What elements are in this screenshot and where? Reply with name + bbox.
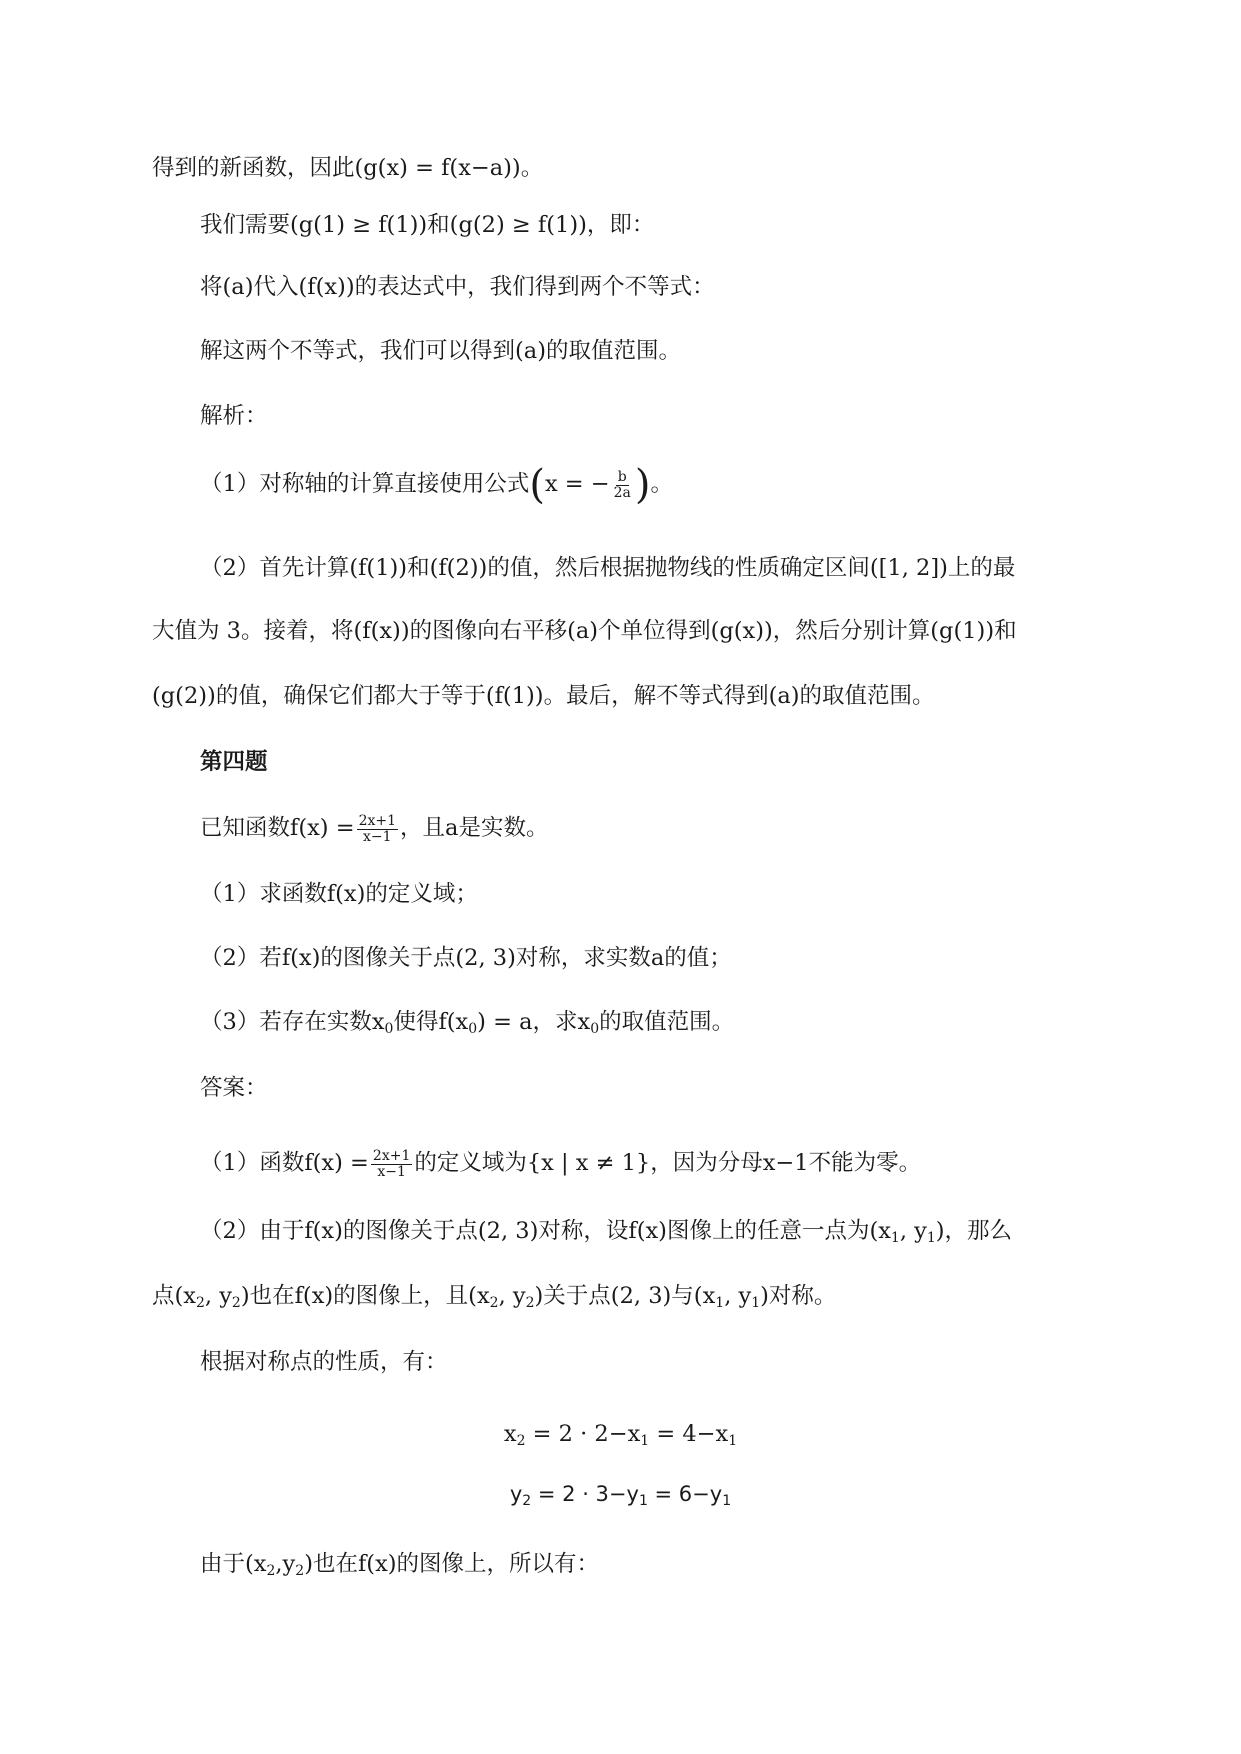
fraction xyxy=(612,470,633,501)
text: （3）若存在实数x xyxy=(200,1009,385,1035)
subscript: 1 xyxy=(751,1295,761,1311)
text: 已知函数f(x) = xyxy=(200,815,355,841)
question-line xyxy=(200,812,548,845)
math: x = − xyxy=(544,471,610,497)
text: 的定义域为{x | x ≠ 1}，因为分母x−1不能为零。 xyxy=(414,1150,922,1176)
text: （1）函数f(x) = xyxy=(200,1150,369,1176)
equation xyxy=(0,1418,1241,1457)
answer-line xyxy=(152,1280,836,1319)
text-line xyxy=(200,1548,599,1587)
text: （1）对称轴的计算直接使用公式 xyxy=(200,471,530,497)
text-line: 答案： xyxy=(200,1075,268,1101)
text: )关于点(2, 3)与(x xyxy=(534,1283,716,1309)
subscript: 0 xyxy=(468,1021,478,1037)
text-line: （1）求函数f(x)的定义域； xyxy=(200,881,478,907)
subscript: 0 xyxy=(384,1021,394,1037)
text-line: 解这两个不等式，我们可以得到(a)的取值范围。 xyxy=(200,338,681,364)
text-line: 根据对称点的性质，有： xyxy=(200,1349,448,1375)
text: 。 xyxy=(650,471,674,497)
text: )也在f(x)的图像上，所以有： xyxy=(304,1551,600,1577)
subscript: 1 xyxy=(890,1230,900,1246)
subscript: 1 xyxy=(722,1493,732,1509)
text: , y xyxy=(899,1218,927,1244)
subscript: 1 xyxy=(715,1295,725,1311)
numerator: 2x+1 xyxy=(358,812,397,829)
text: , y xyxy=(498,1283,526,1309)
text: 由于(x xyxy=(200,1551,267,1577)
answer-line xyxy=(200,1147,921,1180)
subscript: 2 xyxy=(522,1493,532,1509)
fraction xyxy=(357,814,398,845)
subscript: 1 xyxy=(728,1433,738,1449)
numerator: b xyxy=(617,468,627,485)
text: , y xyxy=(724,1283,752,1309)
subscript: 0 xyxy=(590,1021,600,1037)
text: ) = a，求x xyxy=(477,1009,591,1035)
equation xyxy=(0,1478,1241,1517)
subscript: 2 xyxy=(266,1563,276,1579)
denominator: x−1 xyxy=(377,1163,406,1180)
text: )对称。 xyxy=(760,1283,837,1309)
text-line: 将(a)代入(f(x))的表达式中，我们得到两个不等式： xyxy=(200,274,715,300)
formula-line xyxy=(200,462,674,508)
math: = 2 · 2−x xyxy=(525,1421,641,1447)
text: ,y xyxy=(275,1551,296,1577)
text-line: (g(2))的值，确保它们都大于等于(f(1))。最后，解不等式得到(a)的取值范围。 xyxy=(152,683,935,709)
question-line xyxy=(200,1006,734,1045)
text-line: （2）首先计算(f(1))和(f(2))的值，然后根据抛物线的性质确定区间([1, 2])上的最 xyxy=(200,555,1016,581)
subscript: 1 xyxy=(926,1230,936,1246)
subscript: 2 xyxy=(525,1295,535,1311)
subscript: 2 xyxy=(516,1433,526,1449)
subscript: 2 xyxy=(295,1563,305,1579)
denominator: 2a xyxy=(613,484,631,501)
subscript: 2 xyxy=(195,1295,205,1311)
subscript: 2 xyxy=(231,1295,241,1311)
text: 使得f(x xyxy=(393,1009,469,1035)
math: x xyxy=(503,1421,517,1447)
text-line: 得到的新函数，因此(g(x) = f(x−a))。 xyxy=(152,155,544,181)
math: y xyxy=(509,1482,523,1506)
paren: ( xyxy=(529,462,545,508)
text: 点(x xyxy=(152,1283,196,1309)
math: = 6−y xyxy=(647,1482,723,1506)
math: = 4−x xyxy=(649,1421,729,1447)
subscript: 1 xyxy=(640,1433,650,1449)
text-line: 大值为 3。接着，将(f(x))的图像向右平移(a)个单位得到(g(x))，然后分别计算(g(1))和 xyxy=(152,618,1017,644)
text-line: 我们需要(g(1) ≥ f(1))和(g(2) ≥ f(1))，即： xyxy=(200,212,655,238)
text-line: 解析： xyxy=(200,403,268,429)
paren: ) xyxy=(634,462,651,508)
text-line: （2）若f(x)的图像关于点(2, 3)对称，求实数a的值； xyxy=(200,945,732,971)
numerator: 2x+1 xyxy=(372,1147,411,1164)
fraction xyxy=(371,1149,412,1180)
text: ，且a是实数。 xyxy=(400,815,549,841)
text: （2）由于f(x)的图像关于点(2, 3)对称，设f(x)图像上的任意一点为(x xyxy=(200,1218,891,1244)
denominator: x−1 xyxy=(363,828,392,845)
section-heading: 第四题 xyxy=(200,749,268,775)
subscript: 2 xyxy=(489,1295,499,1311)
answer-line xyxy=(200,1215,1012,1254)
text: )，那么 xyxy=(935,1218,1013,1244)
math: = 2 · 3−y xyxy=(531,1482,639,1506)
text: )也在f(x)的图像上，且(x xyxy=(240,1283,490,1309)
text: 的取值范围。 xyxy=(599,1009,735,1035)
subscript: 1 xyxy=(638,1493,648,1509)
text: , y xyxy=(204,1283,232,1309)
